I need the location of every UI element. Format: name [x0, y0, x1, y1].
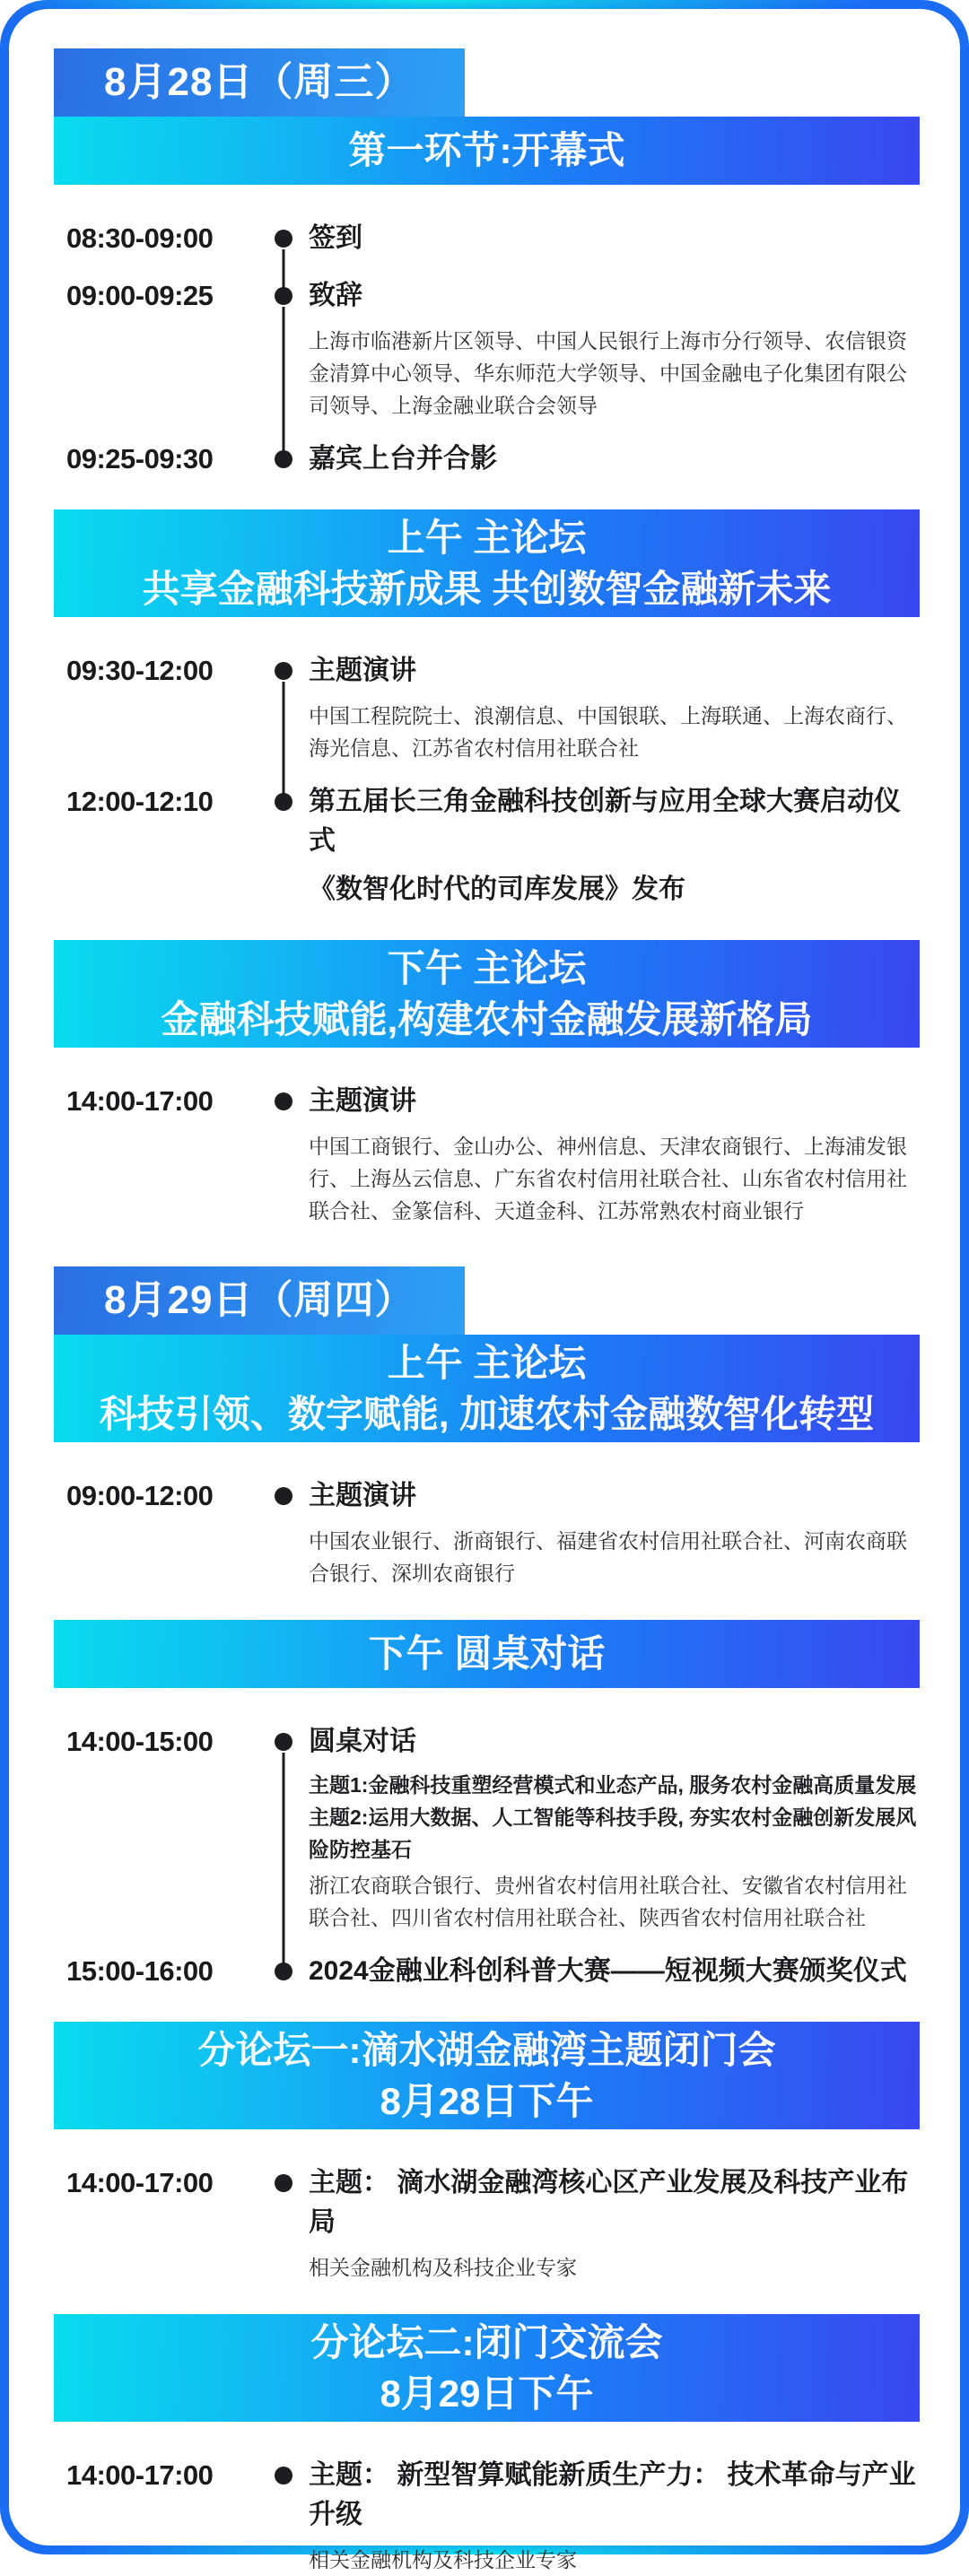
poster-content	[9, 9, 960, 2576]
timeline-day1-am	[54, 651, 920, 909]
timeline-dot	[275, 2174, 292, 2192]
timeline-dot	[275, 662, 292, 680]
banner-text: 下午 圆桌对话	[368, 1632, 606, 1675]
item-desc: 中国农业银行、浙商银行、福建省农村信用社联合社、河南农商联合银行、深圳农商银行	[309, 1529, 907, 1585]
item-time: 15:00-16:00	[66, 1955, 214, 1987]
timeline-item-forum2-topic	[54, 2456, 920, 2576]
day-badge-aug29: 8月29日（周四）	[54, 1266, 465, 1335]
item-time: 09:00-09:25	[66, 280, 214, 311]
item-time: 14:00-17:00	[66, 2167, 214, 2198]
timeline-item-keynotes	[54, 651, 920, 764]
timeline-dot-col	[258, 1476, 309, 1589]
banner-subtitle: 科技引领、数字赋能, 加速农村金融数智化转型	[99, 1393, 875, 1435]
banner-day2-am-forum	[54, 1335, 920, 1442]
timeline-dot	[275, 450, 292, 468]
timeline-dot-col	[258, 2163, 309, 2284]
roundtable-themes	[309, 1769, 920, 1866]
item-desc: 中国工程院院士、浪潮信息、中国银联、上海联通、上海农商行、海光信息、江苏省农村信用社联合社	[309, 704, 907, 760]
item-desc: 相关金融机构及科技企业专家	[309, 2548, 577, 2572]
banner-day2-roundtable	[54, 1620, 920, 1688]
timeline-day1-pm	[54, 1082, 920, 1227]
item-title-line2: 《数智化时代的司库发展》发布	[309, 875, 685, 904]
timeline-day2-am	[54, 1476, 920, 1589]
timeline-item-launch-ceremony	[54, 782, 920, 909]
item-title: 圆桌对话	[309, 1727, 416, 1756]
banner-subtitle: 共享金融科技新成果 共创数智金融新未来	[142, 568, 832, 610]
timeline-dot	[275, 2467, 292, 2485]
day-badge-aug28: 8月28日（周三）	[54, 48, 465, 117]
banner-day1-am-forum	[54, 509, 920, 617]
timeline-dot-col	[258, 219, 309, 258]
theme-line-1: 主题1:金融科技重塑经营模式和业态产品, 服务农村金融高质量发展	[309, 1773, 917, 1797]
banner-text: 上午 主论坛	[387, 1341, 587, 1384]
item-time: 09:00-12:00	[66, 1480, 214, 1511]
banner-text: 分论坛二:闭门交流会	[310, 2320, 663, 2363]
timeline-subforum-1	[54, 2163, 920, 2284]
item-desc: 浙江农商联合银行、贵州省农村信用社联合社、安徽省农村信用社联合社、四川省农村信用社联合社、陕西省农村信用社联合社	[309, 1874, 907, 1929]
timeline-item-speeches	[54, 276, 920, 422]
item-desc: 上海市临港新片区领导、中国人民银行上海市分行领导、农信银资金清算中心领导、华东师范大学领导、中国金融电子化集团有限公司领导、上海金融业联合会领导	[309, 329, 907, 417]
timeline-item-photo	[54, 439, 920, 479]
timeline-dot-col	[258, 439, 309, 479]
banner-day1-pm-forum	[54, 940, 920, 1048]
theme-line-2: 主题2:运用大数据、人工智能等科技手段, 夯实农村金融创新发展风险防控基石	[309, 1806, 917, 1861]
timeline-day2-pm	[54, 1722, 920, 1991]
item-time: 09:25-09:30	[66, 443, 214, 474]
banner-text: 下午 主论坛	[387, 946, 587, 989]
item-time: 14:00-17:00	[66, 2459, 214, 2491]
timeline-dot	[275, 1733, 292, 1751]
item-title: 主题： 滴水湖金融湾核心区产业发展及科技产业布局	[309, 2168, 909, 2237]
banner-subforum-1	[54, 2022, 920, 2129]
timeline-dot-col	[258, 276, 309, 422]
item-title: 签到	[309, 223, 362, 253]
timeline-dot	[275, 1092, 292, 1110]
item-title: 主题： 新型智算赋能新质生产力： 技术革命与产业升级	[309, 2460, 916, 2529]
timeline-dot-col	[258, 1952, 309, 1991]
timeline-dot-col	[258, 782, 309, 909]
timeline-item-award-ceremony	[54, 1952, 920, 1991]
timeline-dot	[275, 793, 292, 811]
timeline-dot	[275, 1487, 292, 1505]
timeline-dot-col	[258, 1082, 309, 1227]
item-title: 主题演讲	[309, 656, 416, 685]
timeline-dot-col	[258, 651, 309, 764]
timeline-dot-col	[258, 2456, 309, 2576]
item-title: 主题演讲	[309, 1481, 416, 1510]
item-title: 主题演讲	[309, 1086, 416, 1116]
item-time: 09:30-12:00	[66, 655, 214, 686]
banner-text: 上午 主论坛	[387, 516, 587, 559]
banner-opening-ceremony	[54, 117, 920, 185]
timeline-opening	[54, 219, 920, 479]
item-time: 14:00-15:00	[66, 1726, 214, 1757]
poster-card	[9, 9, 960, 2572]
item-title: 嘉宾上台并合影	[309, 444, 497, 474]
timeline-item-day2-keynotes	[54, 1476, 920, 1589]
banner-subtitle: 8月29日下午	[380, 2372, 594, 2415]
item-time: 14:00-17:00	[66, 1085, 214, 1117]
item-title: 致辞	[309, 281, 362, 310]
item-time: 08:30-09:00	[66, 222, 214, 254]
item-title: 第五届长三角金融科技创新与应用全球大赛启动仪式	[309, 787, 901, 856]
timeline-item-pm-keynotes	[54, 1082, 920, 1227]
timeline-dot	[275, 1962, 292, 1980]
banner-subtitle: 金融科技赋能,构建农村金融发展新格局	[161, 998, 813, 1040]
banner-text: 第一环节:开幕式	[348, 129, 625, 172]
timeline-dot-col	[258, 1722, 309, 1934]
banner-subtitle: 8月28日下午	[380, 2080, 594, 2122]
banner-text: 分论坛一:滴水湖金融湾主题闭门会	[197, 2028, 776, 2071]
item-time: 12:00-12:10	[66, 786, 214, 817]
timeline-dot	[275, 230, 292, 248]
timeline-dot	[275, 287, 292, 305]
item-title: 2024金融业科创科普大赛——短视频大赛颁奖仪式	[309, 1956, 907, 1986]
banner-subforum-2	[54, 2314, 920, 2422]
item-desc: 中国工商银行、金山办公、神州信息、天津农商银行、上海浦发银行、上海丛云信息、广东省农村信用社联合社、山东省农村信用社联合社、金篆信科、天道金科、江苏常熟农村商业银行	[309, 1135, 907, 1223]
timeline-item-signin	[54, 219, 920, 258]
timeline-item-forum1-topic	[54, 2163, 920, 2284]
timeline-item-roundtable	[54, 1722, 920, 1934]
item-desc: 相关金融机构及科技企业专家	[309, 2256, 577, 2279]
timeline-subforum-2	[54, 2456, 920, 2576]
